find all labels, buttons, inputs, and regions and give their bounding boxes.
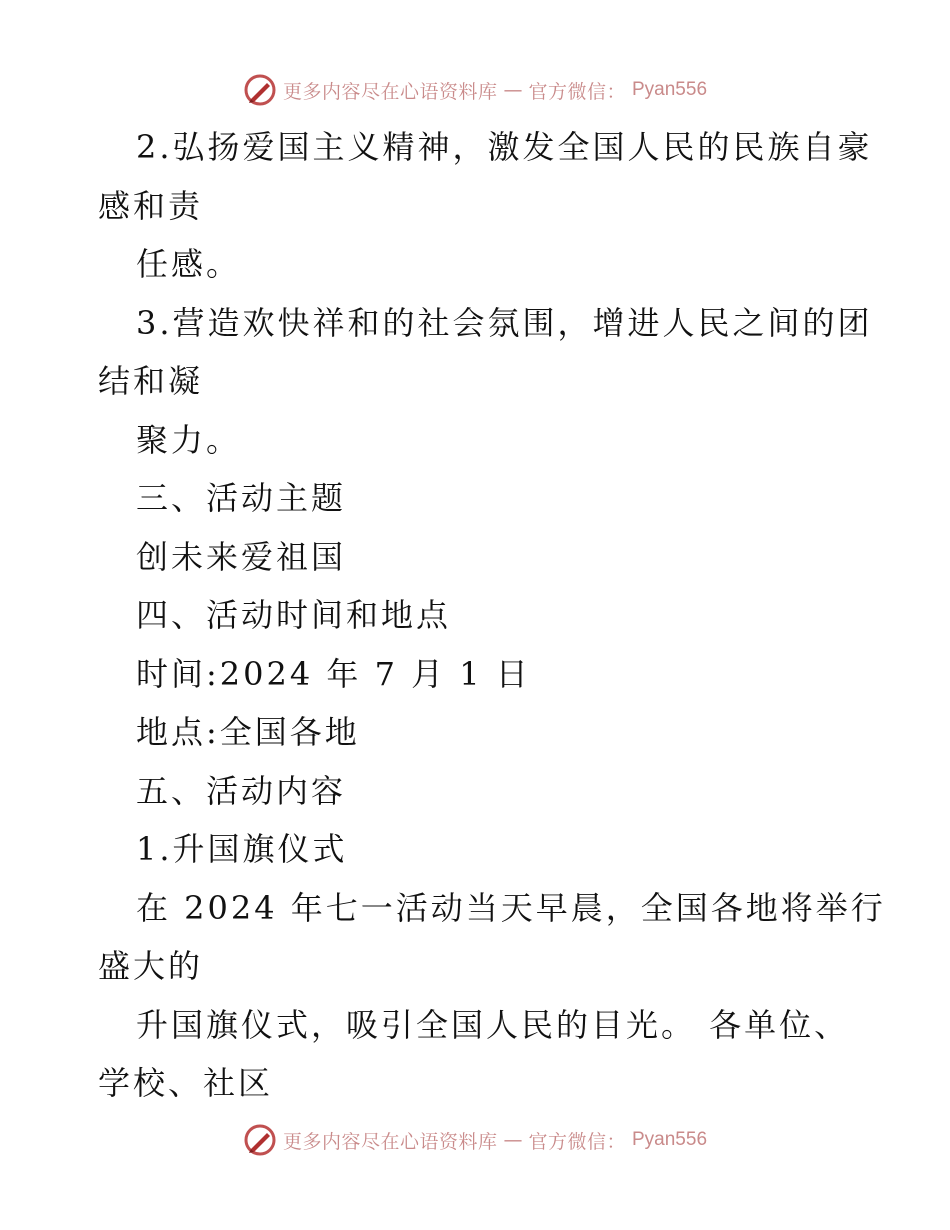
document-body: [98, 118, 886, 1113]
text-line: 创未来爱祖国: [136, 537, 347, 576]
text-line: 3.营造欢快祥和的社会氛围，增进人民之间的团: [136, 303, 873, 342]
watermark-text: 更多内容尽在心语资料库: [282, 80, 498, 103]
watermark-label: 官方微信：: [528, 1130, 626, 1153]
watermark-separator: —: [503, 79, 523, 101]
section-heading: 五、活动内容: [136, 771, 347, 810]
pen-logo-icon: [243, 1123, 277, 1157]
text-line: 结和凝: [98, 362, 204, 400]
text-line: 感和责: [98, 186, 204, 225]
text-line: 地点:全国各地: [136, 713, 360, 751]
text-line: 聚力。: [136, 420, 242, 459]
text-line: 盛大的: [98, 947, 204, 985]
text-line: 升国旗仪式，吸引全国人民的目光。 各单位、: [136, 1005, 850, 1044]
watermark-separator: —: [503, 1129, 523, 1151]
text-line: 任感。: [136, 245, 242, 283]
text-line: 学校、社区: [98, 1064, 274, 1102]
text-line: 在 2024 年七一活动当天早晨，全国各地将举行: [136, 888, 886, 927]
text-line: 2.弘扬爱国主义精神，激发全国人民的民族自豪: [136, 128, 873, 166]
subsection-heading: 1.升国旗仪式: [136, 830, 348, 868]
header-watermark: [0, 70, 950, 110]
section-heading: 四、活动时间和地点: [136, 596, 452, 634]
watermark-handle: Pyan556: [632, 79, 708, 100]
section-heading: 三、活动主题: [136, 479, 347, 517]
pen-logo-icon: [243, 73, 277, 107]
footer-watermark: [0, 1120, 950, 1160]
watermark-text: 更多内容尽在心语资料库: [282, 1130, 498, 1153]
watermark-label: 官方微信：: [528, 80, 626, 103]
text-line: 时间:2024 年 7 月 1 日: [136, 654, 531, 693]
watermark-handle: Pyan556: [632, 1129, 708, 1150]
